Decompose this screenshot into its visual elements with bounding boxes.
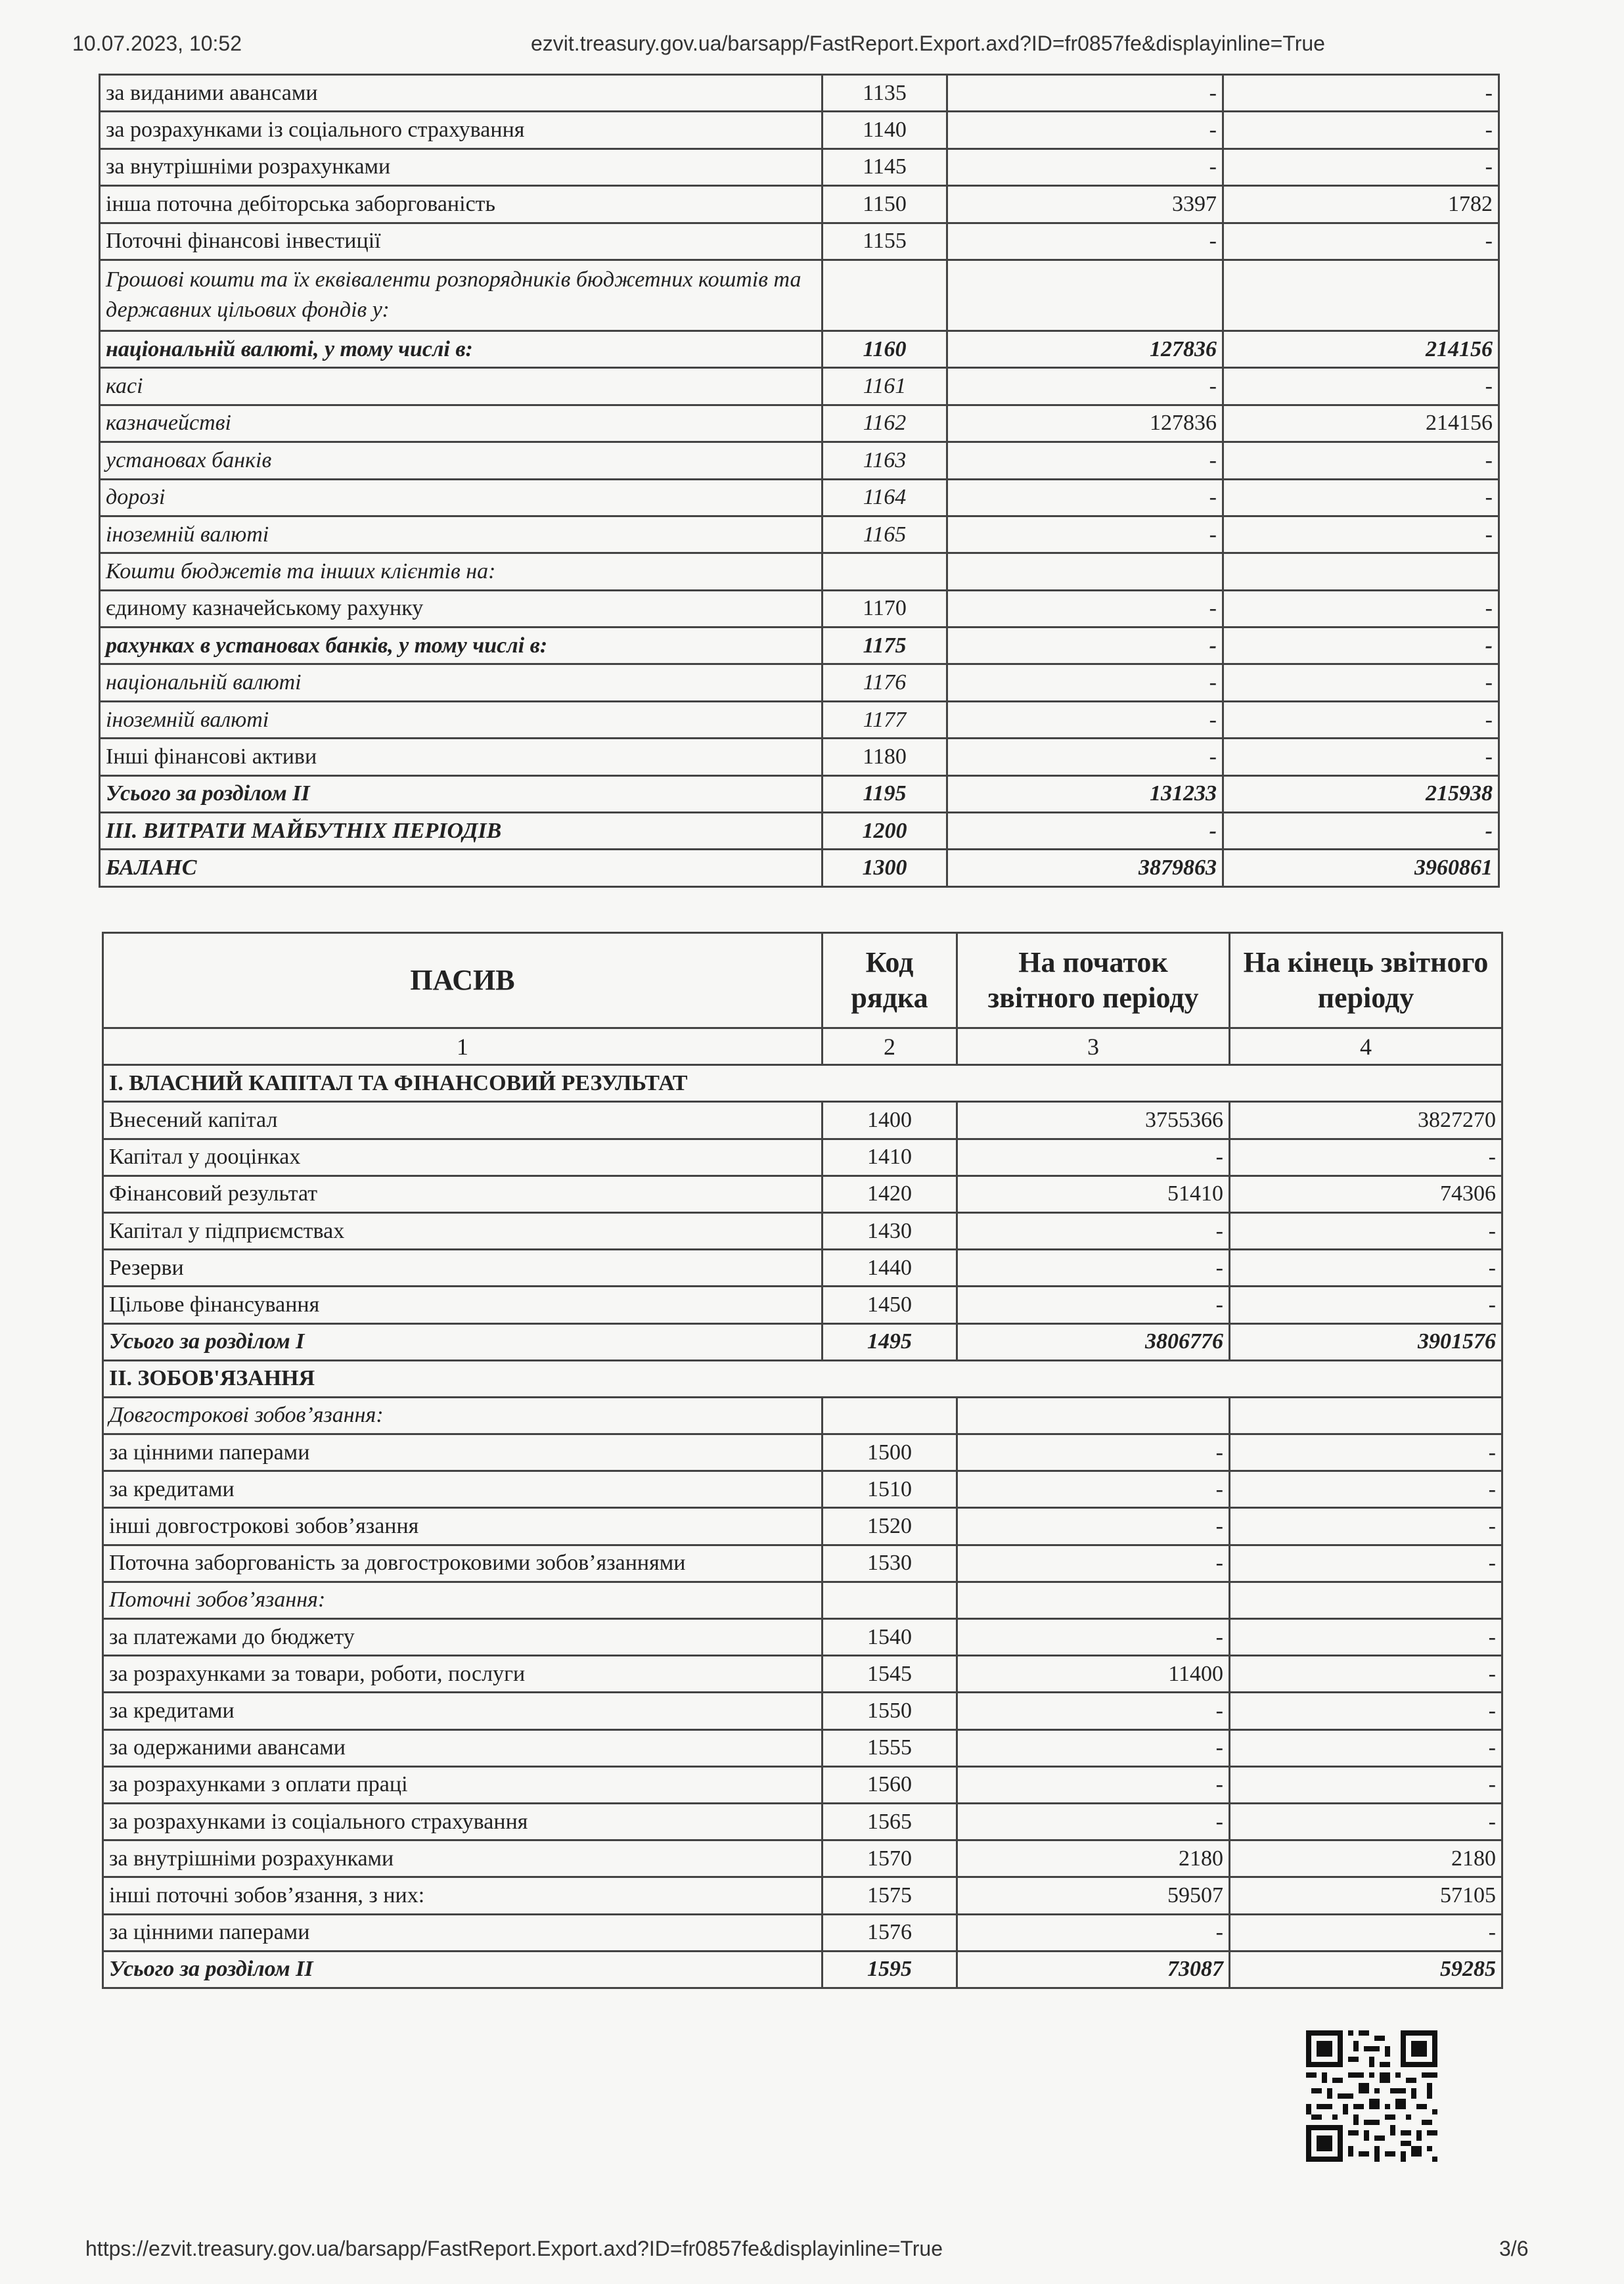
row-label: Внесений капітал bbox=[103, 1102, 823, 1139]
row-code: 1520 bbox=[823, 1508, 957, 1545]
row-label: за виданими авансами bbox=[100, 75, 823, 112]
table-row bbox=[100, 331, 1499, 367]
value-end: - bbox=[1223, 479, 1499, 516]
row-code: 1140 bbox=[823, 112, 947, 148]
value-start: 3397 bbox=[947, 186, 1223, 223]
table-row bbox=[103, 1471, 1502, 1508]
value-start: 51410 bbox=[957, 1176, 1230, 1212]
row-label: касі bbox=[100, 368, 823, 405]
value-end: - bbox=[1230, 1914, 1502, 1951]
row-label: національній валюті, у тому числі в: bbox=[100, 331, 823, 367]
table-row bbox=[100, 701, 1499, 738]
footer-url: https://ezvit.treasury.gov.ua/barsapp/FastReport.Export.axd?ID=fr0857fe&displayinline=True bbox=[85, 2237, 943, 2260]
row-label: Поточні фінансові інвестиції bbox=[100, 223, 823, 260]
row-code bbox=[823, 553, 947, 590]
table-row bbox=[100, 148, 1499, 185]
value-end bbox=[1230, 1397, 1502, 1434]
section-title: І. ВЛАСНИЙ КАПІТАЛ ТА ФІНАНСОВИЙ РЕЗУЛЬТАТ bbox=[103, 1065, 1502, 1102]
col-number: 3 bbox=[957, 1028, 1230, 1065]
row-code bbox=[823, 260, 947, 331]
row-code: 1180 bbox=[823, 739, 947, 775]
value-end: - bbox=[1230, 1619, 1502, 1656]
value-start: 11400 bbox=[957, 1656, 1230, 1693]
value-end: - bbox=[1223, 664, 1499, 701]
value-start: - bbox=[957, 1803, 1230, 1840]
table-row bbox=[100, 664, 1499, 701]
table-row bbox=[103, 1656, 1502, 1693]
row-code: 1510 bbox=[823, 1471, 957, 1508]
table-row bbox=[100, 813, 1499, 850]
value-end: - bbox=[1230, 1656, 1502, 1693]
col-header-start: На початок звітного періоду bbox=[957, 933, 1230, 1028]
value-start: - bbox=[947, 148, 1223, 185]
row-code: 1430 bbox=[823, 1212, 957, 1249]
row-code: 1495 bbox=[823, 1323, 957, 1360]
row-code: 1150 bbox=[823, 186, 947, 223]
row-label: іноземній валюті bbox=[100, 701, 823, 738]
value-start: - bbox=[947, 813, 1223, 850]
row-label: інші поточні зобов’язання, з них: bbox=[103, 1877, 823, 1914]
assets-table bbox=[99, 74, 1500, 888]
value-end: - bbox=[1223, 223, 1499, 260]
row-code: 1145 bbox=[823, 148, 947, 185]
row-code: 1570 bbox=[823, 1840, 957, 1877]
table-row bbox=[103, 1176, 1502, 1212]
header-url: ezvit.treasury.gov.ua/barsapp/FastReport.Export.axd?ID=fr0857fe&displayinline=True bbox=[531, 32, 1325, 55]
value-end: 57105 bbox=[1230, 1877, 1502, 1914]
value-end: 1782 bbox=[1223, 186, 1499, 223]
row-code: 1540 bbox=[823, 1619, 957, 1656]
value-end: 215938 bbox=[1223, 775, 1499, 812]
row-code: 1135 bbox=[823, 75, 947, 112]
table-row bbox=[103, 1582, 1502, 1618]
col-header-code: Код рядка bbox=[823, 933, 957, 1028]
row-code: 1420 bbox=[823, 1176, 957, 1212]
value-start: 3755366 bbox=[957, 1102, 1230, 1139]
value-start: - bbox=[957, 1212, 1230, 1249]
column-numbers-row bbox=[103, 1028, 1502, 1065]
liabilities-table bbox=[102, 932, 1503, 1989]
row-label: Довгострокові зобов’язання: bbox=[103, 1397, 823, 1434]
row-label: за внутрішніми розрахунками bbox=[100, 148, 823, 185]
row-code: 1200 bbox=[823, 813, 947, 850]
value-start: - bbox=[957, 1471, 1230, 1508]
row-code: 1195 bbox=[823, 775, 947, 812]
table-row bbox=[103, 1729, 1502, 1766]
row-label: за розрахунками з оплати праці bbox=[103, 1766, 823, 1803]
row-code: 1155 bbox=[823, 223, 947, 260]
value-end: - bbox=[1223, 148, 1499, 185]
row-label: установах банків bbox=[100, 442, 823, 479]
value-end bbox=[1223, 553, 1499, 590]
print-datetime: 10.07.2023, 10:52 bbox=[72, 32, 242, 55]
value-end: - bbox=[1223, 628, 1499, 664]
value-end: - bbox=[1230, 1803, 1502, 1840]
table-row bbox=[100, 628, 1499, 664]
value-start: - bbox=[957, 1434, 1230, 1471]
value-end: - bbox=[1223, 368, 1499, 405]
row-label: Грошові кошти та їх еквіваленти розпорядників бюджетних коштів та державних цільових фондів у: bbox=[100, 260, 823, 331]
row-label: Усього за розділом ІІ bbox=[103, 1951, 823, 1988]
table-row bbox=[103, 1914, 1502, 1951]
row-code bbox=[823, 1397, 957, 1434]
row-code: 1595 bbox=[823, 1951, 957, 1988]
row-code: 1162 bbox=[823, 405, 947, 442]
qr-code-icon bbox=[1306, 2030, 1437, 2162]
table-row bbox=[100, 479, 1499, 516]
value-end: - bbox=[1223, 739, 1499, 775]
value-start: 3806776 bbox=[957, 1323, 1230, 1360]
value-start: - bbox=[957, 1250, 1230, 1287]
value-start: - bbox=[957, 1287, 1230, 1323]
value-end: - bbox=[1223, 516, 1499, 553]
value-end: - bbox=[1230, 1471, 1502, 1508]
value-start: - bbox=[947, 590, 1223, 627]
table-row bbox=[100, 553, 1499, 590]
row-code: 1440 bbox=[823, 1250, 957, 1287]
value-start: 3879863 bbox=[947, 850, 1223, 886]
row-label: Фінансовий результат bbox=[103, 1176, 823, 1212]
row-label: інша поточна дебіторська заборгованість bbox=[100, 186, 823, 223]
row-label: за розрахунками за товари, роботи, послуги bbox=[103, 1656, 823, 1693]
value-start: - bbox=[947, 479, 1223, 516]
table-row bbox=[100, 739, 1499, 775]
row-label: БАЛАНС bbox=[100, 850, 823, 886]
table-header-row bbox=[103, 933, 1502, 1028]
row-code: 1565 bbox=[823, 1803, 957, 1840]
value-end bbox=[1223, 260, 1499, 331]
row-code: 1177 bbox=[823, 701, 947, 738]
col-header-pasyv: ПАСИВ bbox=[103, 933, 823, 1028]
value-start: 131233 bbox=[947, 775, 1223, 812]
table-row bbox=[100, 775, 1499, 812]
value-start: - bbox=[947, 442, 1223, 479]
table-row bbox=[100, 368, 1499, 405]
row-code: 1175 bbox=[823, 628, 947, 664]
value-start: - bbox=[947, 75, 1223, 112]
row-code: 1560 bbox=[823, 1766, 957, 1803]
value-end: 214156 bbox=[1223, 331, 1499, 367]
value-start: - bbox=[947, 368, 1223, 405]
value-start: 127836 bbox=[947, 331, 1223, 367]
page-number: 3/6 bbox=[1499, 2237, 1529, 2260]
row-code: 1165 bbox=[823, 516, 947, 553]
table-row bbox=[100, 75, 1499, 112]
row-label: за кредитами bbox=[103, 1693, 823, 1729]
value-end: 2180 bbox=[1230, 1840, 1502, 1877]
row-code: 1164 bbox=[823, 479, 947, 516]
section-title-row bbox=[103, 1360, 1502, 1397]
value-start bbox=[957, 1397, 1230, 1434]
row-code bbox=[823, 1582, 957, 1618]
row-code: 1160 bbox=[823, 331, 947, 367]
value-end: 214156 bbox=[1223, 405, 1499, 442]
row-label: Поточна заборгованість за довгостроковими зобов’язаннями bbox=[103, 1545, 823, 1582]
table-row bbox=[100, 516, 1499, 553]
table-row bbox=[100, 260, 1499, 331]
row-label: Поточні зобов’язання: bbox=[103, 1582, 823, 1618]
value-start: - bbox=[957, 1545, 1230, 1582]
table-row bbox=[103, 1766, 1502, 1803]
value-end: - bbox=[1230, 1434, 1502, 1471]
row-label: Кошти бюджетів та інших клієнтів на: bbox=[100, 553, 823, 590]
row-code: 1300 bbox=[823, 850, 947, 886]
value-start: - bbox=[947, 112, 1223, 148]
value-start bbox=[947, 260, 1223, 331]
table-row bbox=[103, 1434, 1502, 1471]
value-start: - bbox=[947, 739, 1223, 775]
table-row bbox=[103, 1323, 1502, 1360]
value-end: - bbox=[1230, 1766, 1502, 1803]
value-end: - bbox=[1230, 1545, 1502, 1582]
value-end: - bbox=[1230, 1693, 1502, 1729]
value-start bbox=[947, 553, 1223, 590]
value-start: - bbox=[947, 223, 1223, 260]
row-code: 1575 bbox=[823, 1877, 957, 1914]
table-row bbox=[103, 1840, 1502, 1877]
value-end: - bbox=[1223, 442, 1499, 479]
row-label: інші довгострокові зобов’язання bbox=[103, 1508, 823, 1545]
col-number: 1 bbox=[103, 1028, 823, 1065]
table-row bbox=[100, 186, 1499, 223]
value-end: - bbox=[1230, 1250, 1502, 1287]
row-label: Усього за розділом І bbox=[103, 1323, 823, 1360]
table-row bbox=[103, 1803, 1502, 1840]
table-row bbox=[103, 1619, 1502, 1656]
row-code: 1163 bbox=[823, 442, 947, 479]
row-code: 1410 bbox=[823, 1139, 957, 1176]
value-start: - bbox=[957, 1139, 1230, 1176]
row-code: 1530 bbox=[823, 1545, 957, 1582]
value-end bbox=[1230, 1582, 1502, 1618]
value-end: 74306 bbox=[1230, 1176, 1502, 1212]
table-row bbox=[103, 1951, 1502, 1988]
value-end: - bbox=[1230, 1287, 1502, 1323]
row-label: казначействі bbox=[100, 405, 823, 442]
row-label: Інші фінансові активи bbox=[100, 739, 823, 775]
col-header-end: На кінець звітного періоду bbox=[1230, 933, 1502, 1028]
table-row bbox=[103, 1139, 1502, 1176]
row-code: 1555 bbox=[823, 1729, 957, 1766]
value-start: 59507 bbox=[957, 1877, 1230, 1914]
row-code: 1450 bbox=[823, 1287, 957, 1323]
table-row bbox=[100, 112, 1499, 148]
value-start: - bbox=[957, 1766, 1230, 1803]
row-label: Резерви bbox=[103, 1250, 823, 1287]
row-label: за одержаними авансами bbox=[103, 1729, 823, 1766]
value-end: - bbox=[1230, 1212, 1502, 1249]
table-row bbox=[103, 1877, 1502, 1914]
value-end: 3960861 bbox=[1223, 850, 1499, 886]
table-row bbox=[103, 1508, 1502, 1545]
row-label: національній валюті bbox=[100, 664, 823, 701]
table-row bbox=[103, 1693, 1502, 1729]
table-row bbox=[100, 850, 1499, 886]
row-code: 1545 bbox=[823, 1656, 957, 1693]
value-end: - bbox=[1223, 701, 1499, 738]
row-label: рахунках в установах банків, у тому числі в: bbox=[100, 628, 823, 664]
value-end: 59285 bbox=[1230, 1951, 1502, 1988]
row-code: 1576 bbox=[823, 1914, 957, 1951]
row-label: за розрахунками із соціального страхування bbox=[103, 1803, 823, 1840]
value-end: 3901576 bbox=[1230, 1323, 1502, 1360]
row-label: Цільове фінансування bbox=[103, 1287, 823, 1323]
value-end: - bbox=[1230, 1508, 1502, 1545]
value-start: - bbox=[947, 628, 1223, 664]
table-row bbox=[100, 405, 1499, 442]
value-start: 127836 bbox=[947, 405, 1223, 442]
table-row bbox=[100, 590, 1499, 627]
value-start: - bbox=[947, 701, 1223, 738]
row-code: 1550 bbox=[823, 1693, 957, 1729]
value-start: - bbox=[947, 664, 1223, 701]
table-row bbox=[103, 1212, 1502, 1249]
value-end: - bbox=[1223, 112, 1499, 148]
table-row bbox=[103, 1397, 1502, 1434]
row-label: III. ВИТРАТИ МАЙБУТНІХ ПЕРІОДІВ bbox=[100, 813, 823, 850]
row-code: 1500 bbox=[823, 1434, 957, 1471]
value-start: - bbox=[947, 516, 1223, 553]
value-start: - bbox=[957, 1508, 1230, 1545]
table-row bbox=[100, 442, 1499, 479]
table-row bbox=[103, 1287, 1502, 1323]
value-end: 3827270 bbox=[1230, 1102, 1502, 1139]
row-label: за розрахунками із соціального страхування bbox=[100, 112, 823, 148]
value-start: - bbox=[957, 1693, 1230, 1729]
table-row bbox=[100, 223, 1499, 260]
value-start: 73087 bbox=[957, 1951, 1230, 1988]
col-number: 4 bbox=[1230, 1028, 1502, 1065]
value-start: - bbox=[957, 1619, 1230, 1656]
row-label: єдиному казначейському рахунку bbox=[100, 590, 823, 627]
section-title: ІІ. ЗОБОВ'ЯЗАННЯ bbox=[103, 1360, 1502, 1397]
value-end: - bbox=[1230, 1729, 1502, 1766]
row-label: Капітал у підприємствах bbox=[103, 1212, 823, 1249]
value-start bbox=[957, 1582, 1230, 1618]
table-row bbox=[103, 1250, 1502, 1287]
row-label: Капітал у дооцінках bbox=[103, 1139, 823, 1176]
row-code: 1400 bbox=[823, 1102, 957, 1139]
row-label: дорозі bbox=[100, 479, 823, 516]
row-label: за платежами до бюджету bbox=[103, 1619, 823, 1656]
value-end: - bbox=[1223, 590, 1499, 627]
row-label: Усього за розділом II bbox=[100, 775, 823, 812]
row-label: за цінними паперами bbox=[103, 1914, 823, 1951]
section-title-row bbox=[103, 1065, 1502, 1102]
table-row bbox=[103, 1545, 1502, 1582]
row-code: 1161 bbox=[823, 368, 947, 405]
row-label: за цінними паперами bbox=[103, 1434, 823, 1471]
row-label: за кредитами bbox=[103, 1471, 823, 1508]
value-end: - bbox=[1223, 75, 1499, 112]
col-number: 2 bbox=[823, 1028, 957, 1065]
value-start: - bbox=[957, 1729, 1230, 1766]
table-row bbox=[103, 1102, 1502, 1139]
value-end: - bbox=[1223, 813, 1499, 850]
row-label: іноземній валюті bbox=[100, 516, 823, 553]
row-code: 1170 bbox=[823, 590, 947, 627]
value-start: 2180 bbox=[957, 1840, 1230, 1877]
value-start: - bbox=[957, 1914, 1230, 1951]
row-code: 1176 bbox=[823, 664, 947, 701]
value-end: - bbox=[1230, 1139, 1502, 1176]
row-label: за внутрішніми розрахунками bbox=[103, 1840, 823, 1877]
